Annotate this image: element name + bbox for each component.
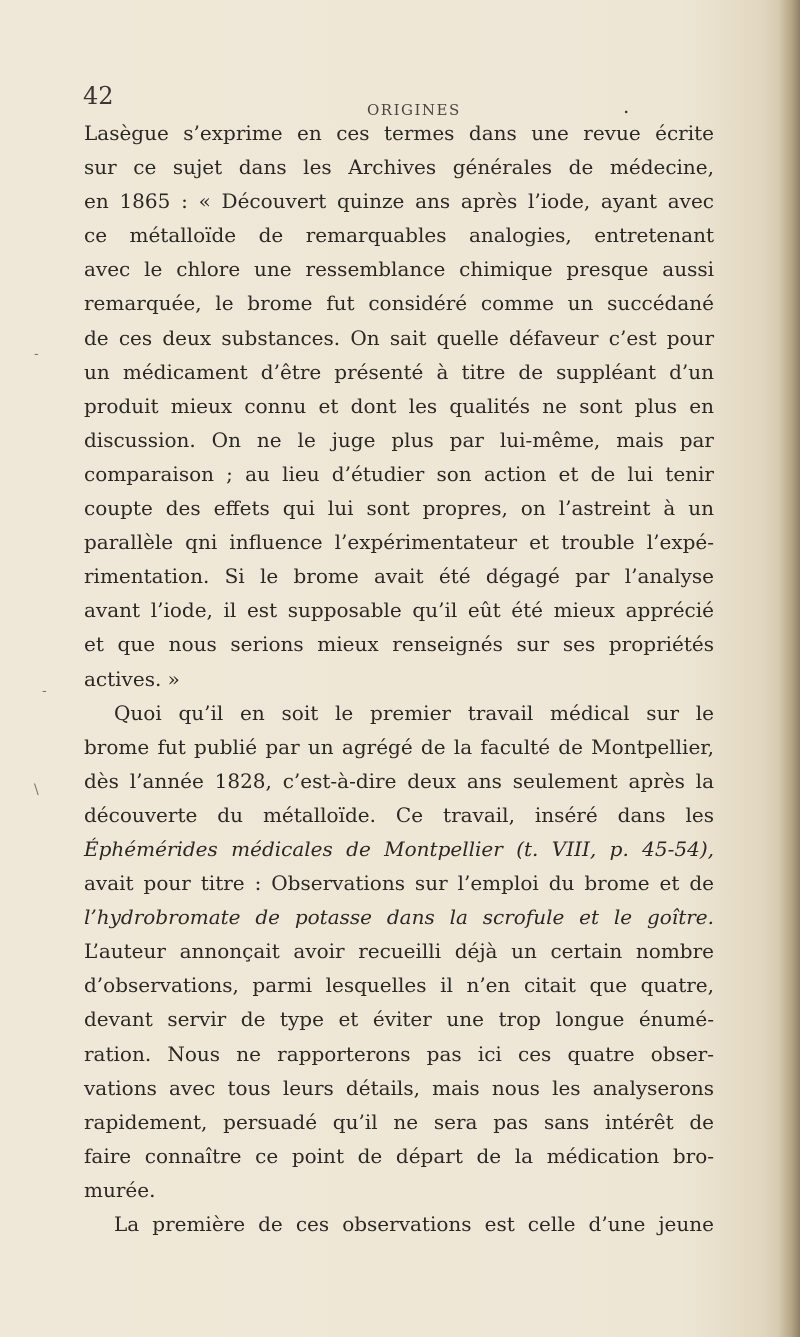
text-line: remarquée, le brome fut considéré comme un succédané: [84, 291, 714, 316]
text-line: La première de ces observations est celle d’une jeune: [114, 1212, 714, 1236]
text-line: produit mieux connu et dont les qualités ne sont plus en: [84, 393, 714, 418]
text-line: et que nous serions mieux renseignés sur ses propriétés: [84, 632, 714, 657]
margin-speck: -: [42, 683, 47, 699]
page-number: 42: [83, 82, 114, 110]
text-line: comparaison ; au lieu d’étudier son action et de lui tenir: [84, 461, 714, 486]
text-line: L’auteur annonçait avoir recueilli déjà un certain nombre: [84, 939, 714, 964]
text-line: devant servir de type et éviter une trop longue énumé-: [84, 1007, 714, 1032]
text-line: un médicament d’être présenté à titre de suppléant d’un: [84, 359, 714, 384]
text-line: dès l’année 1828, c’est-à-dire deux ans seulement après la: [84, 768, 714, 793]
text-line: ration. Nous ne rapporterons pas ici ces quatre obser-: [84, 1041, 714, 1066]
text-line: avec le chlore une ressemblance chimique presque aussi: [84, 257, 714, 282]
text-line: d’observations, parmi lesquelles il n’en citait que quatre,: [84, 973, 714, 998]
text-line: sur ce sujet dans les Archives générales de médecine,: [84, 155, 714, 180]
text-line: actives. »: [84, 666, 180, 691]
text-line: rapidement, persuadé qu’il ne sera pas sans intérêt de: [84, 1109, 714, 1134]
text-line: Éphémérides médicales de Montpellier (t. VIII, p. 45-54),: [84, 836, 714, 861]
text-line: de ces deux substances. On sait quelle défaveur c’est pour: [84, 325, 714, 350]
text-line: l’hydrobromate de potasse dans la scrofule et le goître.: [84, 905, 714, 930]
text-line: brome fut publié par un agrégé de la faculté de Montpellier,: [84, 734, 714, 759]
text-line: avait pour titre : Observations sur l’emploi du brome et de: [84, 871, 714, 896]
text-line: Lasègue s’exprime en ces termes dans une revue écrite: [84, 121, 714, 145]
running-head-dot: .: [623, 94, 630, 118]
text-line: faire connaître ce point de départ de la médication bro-: [84, 1143, 714, 1168]
text-line: vations avec tous leurs détails, mais nous les analyserons: [84, 1075, 714, 1100]
text-line: avant l’iode, il est supposable qu’il eût été mieux apprécié: [84, 598, 714, 623]
text-line: ce métalloïde de remarquables analogies, entretenant: [84, 223, 714, 248]
text-line: coupte des effets qui lui sont propres, on l’astreint à un: [84, 496, 714, 521]
text-line: murée.: [84, 1177, 156, 1202]
text-line: Quoi qu’il en soit le premier travail médical sur le: [114, 700, 714, 725]
page-edge-shadow: [778, 0, 800, 1337]
text-line: rimentation. Si le brome avait été dégagé par l’analyse: [84, 564, 714, 589]
margin-speck: -: [34, 346, 39, 362]
running-head: ORIGINES: [367, 101, 461, 119]
text-line: découverte du métalloïde. Ce travail, inséré dans les: [84, 802, 714, 827]
text-line: discussion. On ne le juge plus par lui-même, mais par: [84, 427, 714, 452]
body-text: [84, 116, 714, 1241]
margin-speck: \: [34, 782, 39, 798]
text-line: parallèle qni influence l’expérimentateur et trouble l’expé-: [84, 530, 714, 555]
text-line: en 1865 : « Découvert quinze ans après l’iode, ayant avec: [84, 189, 714, 214]
